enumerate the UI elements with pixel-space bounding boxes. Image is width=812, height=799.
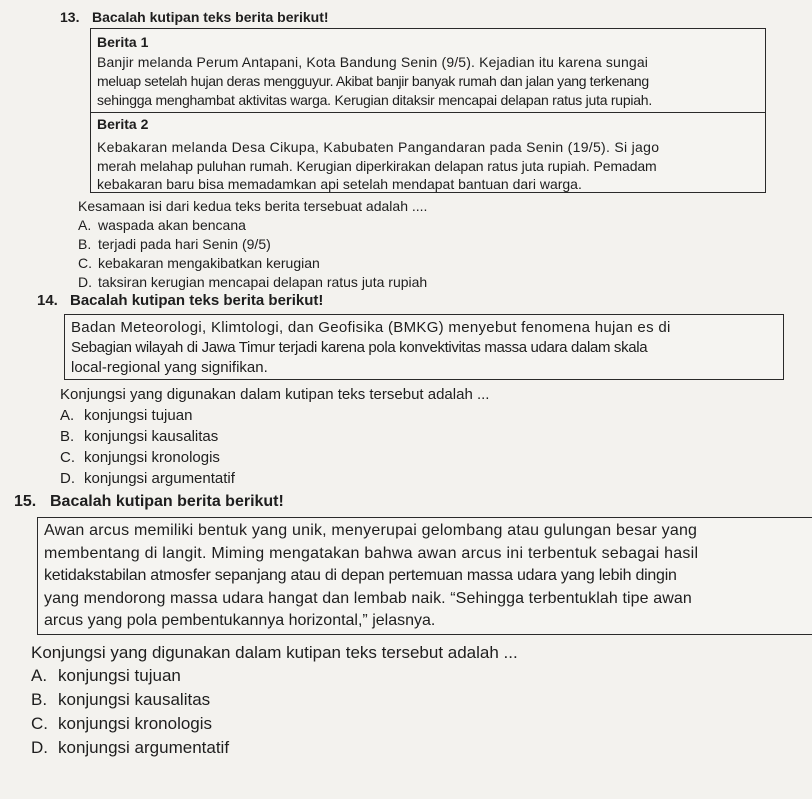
excerpt-line: Badan Meteorologi, Klimtologi, dan Geofisika (BMKG) menyebut fenomena hujan es di <box>71 319 671 336</box>
option-letter: D. <box>31 738 48 757</box>
berita-2-title: Berita 2 <box>97 116 149 132</box>
option-letter: B. <box>60 428 75 445</box>
divider <box>91 112 765 113</box>
option-letter: C. <box>31 714 48 733</box>
excerpt-line: ketidakstabilan atmosfer sepanjang atau di depan pertemuan massa udara yang lebih dingin <box>44 567 677 584</box>
option-text: konjungsi kronologis <box>84 449 220 466</box>
option-text: konjungsi tujuan <box>84 407 193 424</box>
excerpt-line: local-regional yang signifikan. <box>71 359 268 376</box>
excerpt-line: Sebagian wilayah di Jawa Timur terjadi karena pola konvektivitas massa udara dalam skala <box>71 339 648 356</box>
option-text: waspada akan bencana <box>98 217 246 233</box>
option-c[interactable] <box>60 449 220 466</box>
berita-2-line: Kebakaran melanda Desa Cikupa, Kabubaten Pangandaran pada Senin (19/5). Si jago <box>97 139 660 155</box>
option-text: konjungsi kausalitas <box>84 428 219 445</box>
option-letter: B. <box>78 236 92 252</box>
berita-1-line: sehingga menghambat aktivitas warga. Kerugian ditaksir mencapai delapan ratus juta rupiah. <box>97 92 652 108</box>
question-text: Konjungsi yang digunakan dalam kutipan teks tersebut adalah ... <box>60 386 490 403</box>
option-d[interactable] <box>78 274 427 290</box>
option-text: kebakaran mengakibatkan kerugian <box>98 255 320 271</box>
option-text: konjungsi tujuan <box>58 666 181 685</box>
option-d[interactable] <box>31 738 229 758</box>
option-text: terjadi pada hari Senin (9/5) <box>98 236 271 252</box>
option-letter: A. <box>31 666 48 685</box>
berita-1-title: Berita 1 <box>97 34 149 50</box>
option-letter: C. <box>78 255 92 271</box>
option-b[interactable] <box>78 236 271 252</box>
berita-1-line: Banjir melanda Perum Antapani, Kota Bandung Senin (9/5). Kejadian itu karena sungai <box>97 54 649 70</box>
option-letter: A. <box>60 407 75 424</box>
question-text: Kesamaan isi dari kedua teks berita tersebuat adalah .... <box>78 198 428 214</box>
option-text: konjungsi kausalitas <box>58 690 211 709</box>
option-text: taksiran kerugian mencapai delapan ratus juta rupiah <box>98 274 428 290</box>
news-excerpt-box <box>90 28 766 193</box>
option-text: konjungsi argumentatif <box>84 470 235 487</box>
question-number: 13. <box>60 9 80 25</box>
excerpt-line: membentang di langit. Miming mengatakan bahwa awan arcus ini terbentuk sebagai hasil <box>44 545 699 562</box>
question-prompt: Bacalah kutipan berita berikut! <box>50 493 284 510</box>
option-c[interactable] <box>31 714 212 734</box>
news-excerpt-box <box>64 314 784 380</box>
option-letter: C. <box>60 449 75 466</box>
excerpt-line: Awan arcus memiliki bentuk yang unik, menyerupai gelombang atau gulungan besar yang <box>44 522 698 539</box>
option-c[interactable] <box>78 255 320 271</box>
question-prompt: Bacalah kutipan teks berita berikut! <box>92 9 329 25</box>
excerpt-line: yang mendorong massa udara hangat dan lembab naik. “Sehingga terbentuklah tipe awan <box>44 590 692 607</box>
question-prompt: Bacalah kutipan teks berita berikut! <box>70 292 324 309</box>
excerpt-line: arcus yang pola pembentukannya horizontal,” jelasnya. <box>44 612 436 629</box>
option-b[interactable] <box>60 428 218 445</box>
option-d[interactable] <box>60 470 235 487</box>
option-a[interactable] <box>60 407 192 424</box>
option-letter: D. <box>60 470 75 487</box>
berita-1-line: meluap setelah hujan deras mengguyur. Akibat banjir banyak rumah dan jalan yang terkenang <box>97 73 649 89</box>
option-letter: B. <box>31 690 48 709</box>
news-excerpt-box <box>37 517 812 635</box>
question-number: 14. <box>37 292 58 309</box>
option-b[interactable] <box>31 690 210 710</box>
option-text: konjungsi kronologis <box>58 714 213 733</box>
question-text: Konjungsi yang digunakan dalam kutipan teks tersebut adalah ... <box>31 643 518 662</box>
question-number: 15. <box>14 493 37 510</box>
berita-2-line: merah melahap puluhan rumah. Kerugian diperkirakan delapan ratus juta rupiah. Pemadam <box>97 158 657 174</box>
option-a[interactable] <box>31 666 181 686</box>
option-letter: A. <box>78 217 92 233</box>
option-text: konjungsi argumentatif <box>58 738 230 757</box>
berita-2-line: kebakaran baru bisa memadamkan api setelah mendapat bantuan dari warga. <box>97 176 582 192</box>
option-a[interactable] <box>78 217 246 233</box>
option-letter: D. <box>78 274 92 290</box>
